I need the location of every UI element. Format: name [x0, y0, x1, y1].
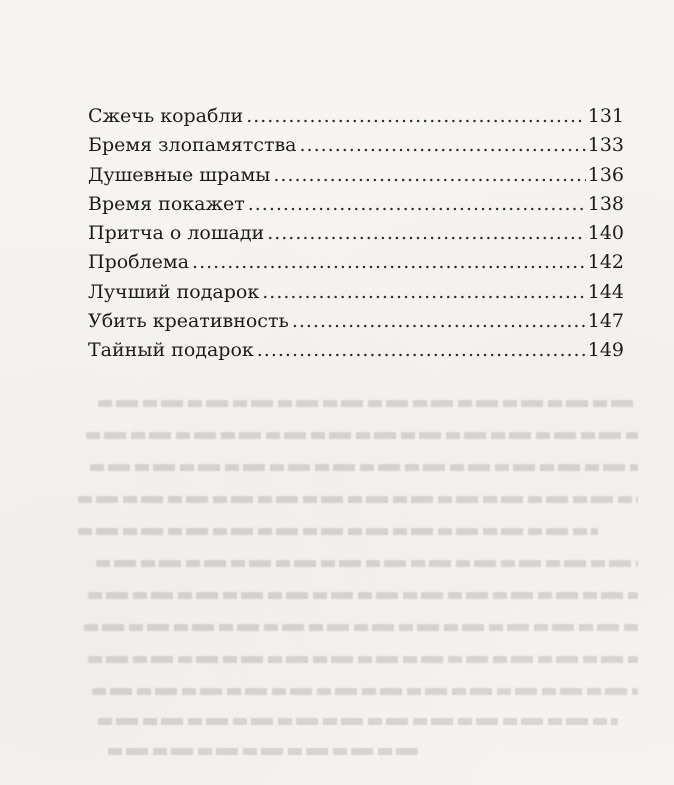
toc-page-number: 133 — [587, 134, 624, 157]
toc-entry — [88, 131, 624, 160]
toc-entry — [88, 278, 624, 307]
toc-dot-leader — [248, 190, 586, 219]
toc-entry — [88, 336, 624, 365]
toc-dot-leader — [192, 248, 586, 277]
toc-dot-leader — [257, 336, 586, 365]
toc-entry — [88, 161, 624, 190]
toc-page-number: 142 — [587, 251, 624, 274]
toc-page-number: 147 — [587, 310, 624, 333]
toc-entry-title: Притча о лошади — [88, 222, 265, 245]
toc-dot-leader — [300, 131, 586, 160]
toc-entry — [88, 248, 624, 277]
toc-entry-title: Время покажет — [88, 192, 245, 215]
toc-page-number: 144 — [587, 280, 624, 303]
toc-dot-leader — [267, 219, 586, 248]
toc-page-number: 138 — [587, 192, 624, 215]
toc-entry-title: Душевные шрамы — [88, 163, 271, 186]
toc-page-number: 131 — [587, 105, 624, 127]
toc-entry-title: Проблема — [88, 251, 190, 274]
toc-dot-leader — [246, 102, 586, 131]
toc-entry — [88, 102, 624, 131]
show-through-text — [78, 392, 648, 772]
toc-entry — [88, 219, 624, 248]
toc-entry — [88, 190, 624, 219]
toc-dot-leader — [273, 161, 585, 190]
toc-entry-title: Сжечь корабли — [88, 105, 244, 127]
toc-entry-title: Тайный подарок — [88, 339, 254, 362]
toc-entry-title: Убить креативность — [88, 310, 289, 333]
toc-dot-leader — [262, 278, 586, 307]
toc-page-number: 149 — [587, 339, 624, 362]
toc-page-number: 136 — [587, 163, 624, 186]
toc-dot-leader — [292, 307, 586, 336]
toc-entry — [88, 307, 624, 336]
toc-entry-title: Бремя злопамятства — [88, 134, 297, 157]
toc-page-number: 140 — [587, 222, 624, 245]
toc-entry-title: Лучший подарок — [88, 280, 260, 303]
table-of-contents — [88, 102, 624, 366]
